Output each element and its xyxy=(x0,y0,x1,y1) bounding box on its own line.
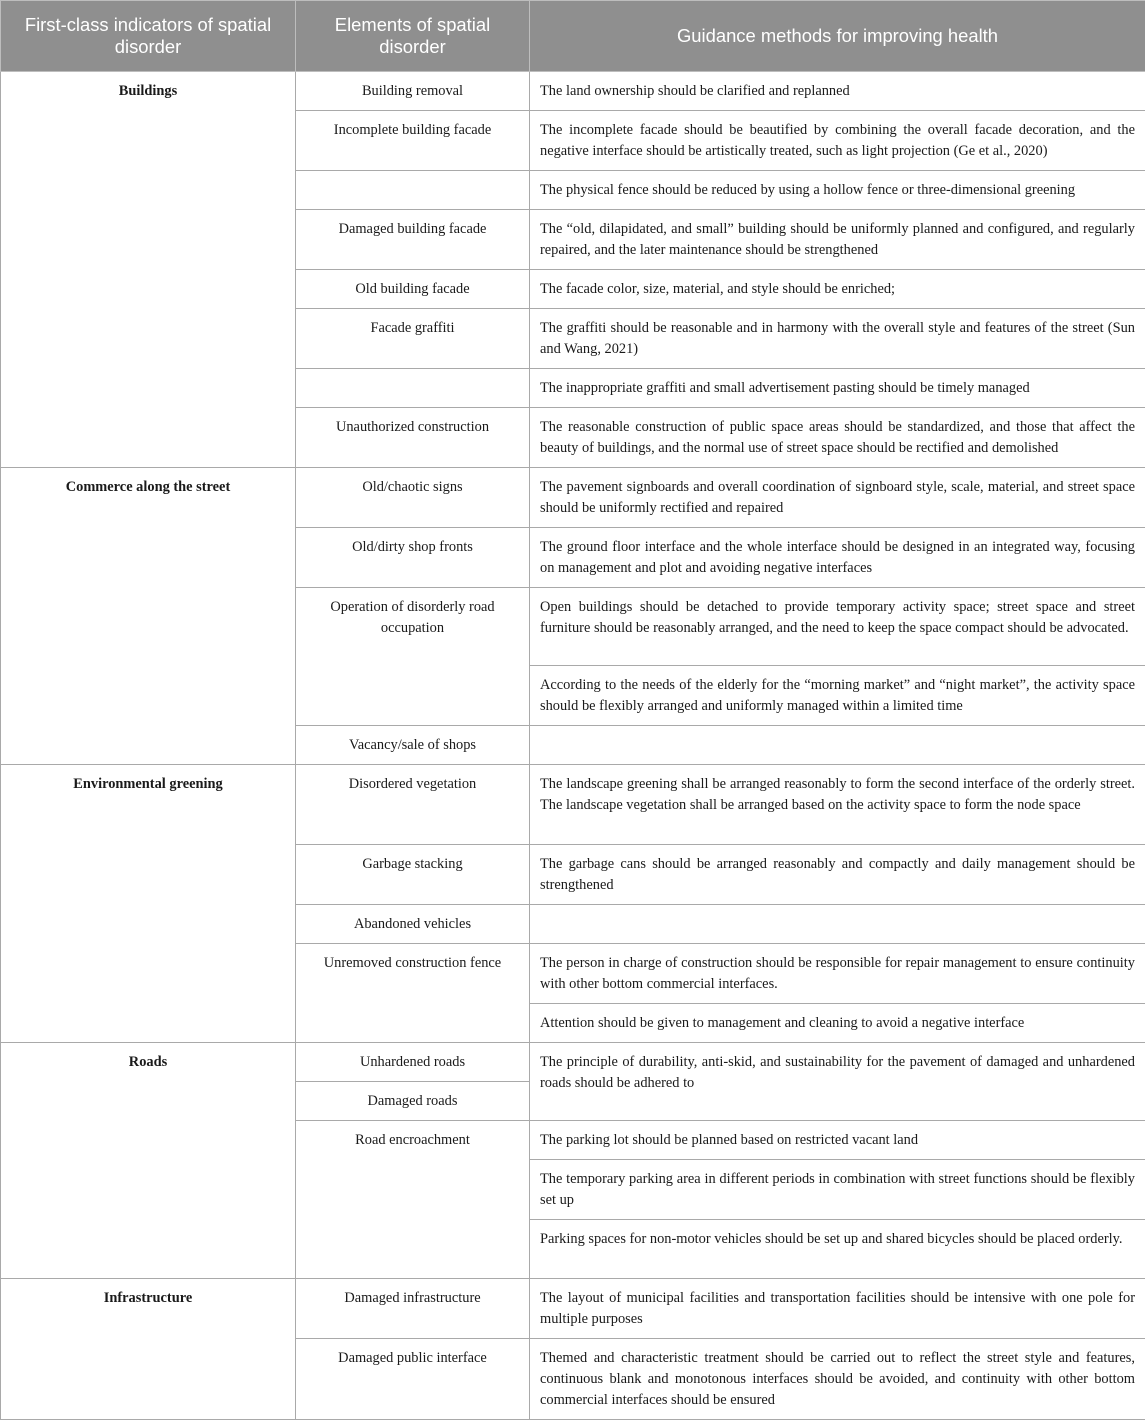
header-elements: Elements of spatial disorder xyxy=(296,1,530,72)
category-cell: Buildings xyxy=(1,72,296,468)
guidance-cell xyxy=(530,726,1145,765)
guidance-cell: The landscape greening shall be arranged reasonably to form the second interface of the orderly street. The landscape vegetation shall be arranged based on the activity space to form the node space xyxy=(530,765,1145,845)
element-cell xyxy=(296,171,530,210)
table-row xyxy=(1,1043,1145,1082)
element-cell: Damaged infrastructure xyxy=(296,1279,530,1339)
header-guidance-methods: Guidance methods for improving health xyxy=(530,1,1145,72)
element-cell: Damaged public interface xyxy=(296,1339,530,1420)
element-cell xyxy=(296,369,530,408)
table-row xyxy=(1,1279,1145,1339)
guidance-cell: The ground floor interface and the whole interface should be designed in an integrated way, focusing on management and plot and avoiding negative interfaces xyxy=(530,528,1145,588)
guidance-cell: The land ownership should be clarified and replanned xyxy=(530,72,1145,111)
element-cell: Incomplete building facade xyxy=(296,111,530,171)
category-cell: Infrastructure xyxy=(1,1279,296,1420)
element-cell: Damaged building facade xyxy=(296,210,530,270)
guidance-cell: According to the needs of the elderly for the “morning market” and “night market”, the activity space should be flexibly arranged and uniformly managed within a limited time xyxy=(530,666,1145,726)
table-row xyxy=(1,765,1145,845)
guidance-cell: The temporary parking area in different periods in combination with street functions should be flexibly set up xyxy=(530,1160,1145,1220)
element-cell: Unhardened roads xyxy=(296,1043,530,1082)
element-cell: Old/dirty shop fronts xyxy=(296,528,530,588)
guidance-cell: The facade color, size, material, and style should be enriched; xyxy=(530,270,1145,309)
element-cell: Old/chaotic signs xyxy=(296,468,530,528)
element-cell: Facade graffiti xyxy=(296,309,530,369)
element-cell: Garbage stacking xyxy=(296,845,530,905)
guidance-cell: The principle of durability, anti-skid, and sustainability for the pavement of damaged and unhardened roads should be adhered to xyxy=(530,1043,1145,1121)
element-cell: Damaged roads xyxy=(296,1082,530,1121)
guidance-cell: The inappropriate graffiti and small advertisement pasting should be timely managed xyxy=(530,369,1145,408)
guidance-cell: Attention should be given to management and cleaning to avoid a negative interface xyxy=(530,1004,1145,1043)
table-row xyxy=(1,468,1145,528)
guidance-cell: Themed and characteristic treatment should be carried out to reflect the street style and features, continuous blank and monotonous interfaces should be avoided, and continuity with other bottom commercial interfaces should be ensured xyxy=(530,1339,1145,1420)
element-cell: Building removal xyxy=(296,72,530,111)
header-first-class-indicators: First-class indicators of spatial disorder xyxy=(1,1,296,72)
element-cell: Disordered vegetation xyxy=(296,765,530,845)
element-cell: Unremoved construction fence xyxy=(296,944,530,1043)
guidance-cell: The graffiti should be reasonable and in harmony with the overall style and features of the street (Sun and Wang, 2021) xyxy=(530,309,1145,369)
guidance-cell: The pavement signboards and overall coordination of signboard style, scale, material, and street space should be uniformly rectified and repaired xyxy=(530,468,1145,528)
guidance-cell: The incomplete facade should be beautified by combining the overall facade decoration, and the negative interface should be artistically treated, such as light projection (Ge et al., 2020) xyxy=(530,111,1145,171)
element-cell: Road encroachment xyxy=(296,1121,530,1279)
guidance-cell: The layout of municipal facilities and transportation facilities should be intensive with one pole for multiple purposes xyxy=(530,1279,1145,1339)
category-cell: Environmental greening xyxy=(1,765,296,1043)
element-cell: Old building facade xyxy=(296,270,530,309)
category-cell: Roads xyxy=(1,1043,296,1279)
element-cell: Operation of disorderly road occupation xyxy=(296,588,530,726)
guidance-cell: Open buildings should be detached to provide temporary activity space; street space and street furniture should be reasonably arranged, and the need to keep the space compact should be advocated. xyxy=(530,588,1145,666)
guidance-cell: The garbage cans should be arranged reasonably and compactly and daily management should be strengthened xyxy=(530,845,1145,905)
element-cell: Abandoned vehicles xyxy=(296,905,530,944)
guidance-cell: The person in charge of construction should be responsible for repair management to ensure continuity with other bottom commercial interfaces. xyxy=(530,944,1145,1004)
category-cell: Commerce along the street xyxy=(1,468,296,765)
header-row xyxy=(1,1,1145,72)
guidance-cell: The “old, dilapidated, and small” building should be uniformly planned and configured, and regularly repaired, and the later maintenance should be strengthened xyxy=(530,210,1145,270)
guidance-cell: The parking lot should be planned based on restricted vacant land xyxy=(530,1121,1145,1160)
guidance-cell: The reasonable construction of public space areas should be standardized, and those that affect the beauty of buildings, and the normal use of street space should be rectified and demolished xyxy=(530,408,1145,468)
guidance-cell xyxy=(530,905,1145,944)
element-cell: Vacancy/sale of shops xyxy=(296,726,530,765)
table-row xyxy=(1,72,1145,111)
guidance-cell: Parking spaces for non-motor vehicles should be set up and shared bicycles should be placed orderly. xyxy=(530,1220,1145,1279)
guidance-cell: The physical fence should be reduced by using a hollow fence or three-dimensional greening xyxy=(530,171,1145,210)
element-cell: Unauthorized construction xyxy=(296,408,530,468)
